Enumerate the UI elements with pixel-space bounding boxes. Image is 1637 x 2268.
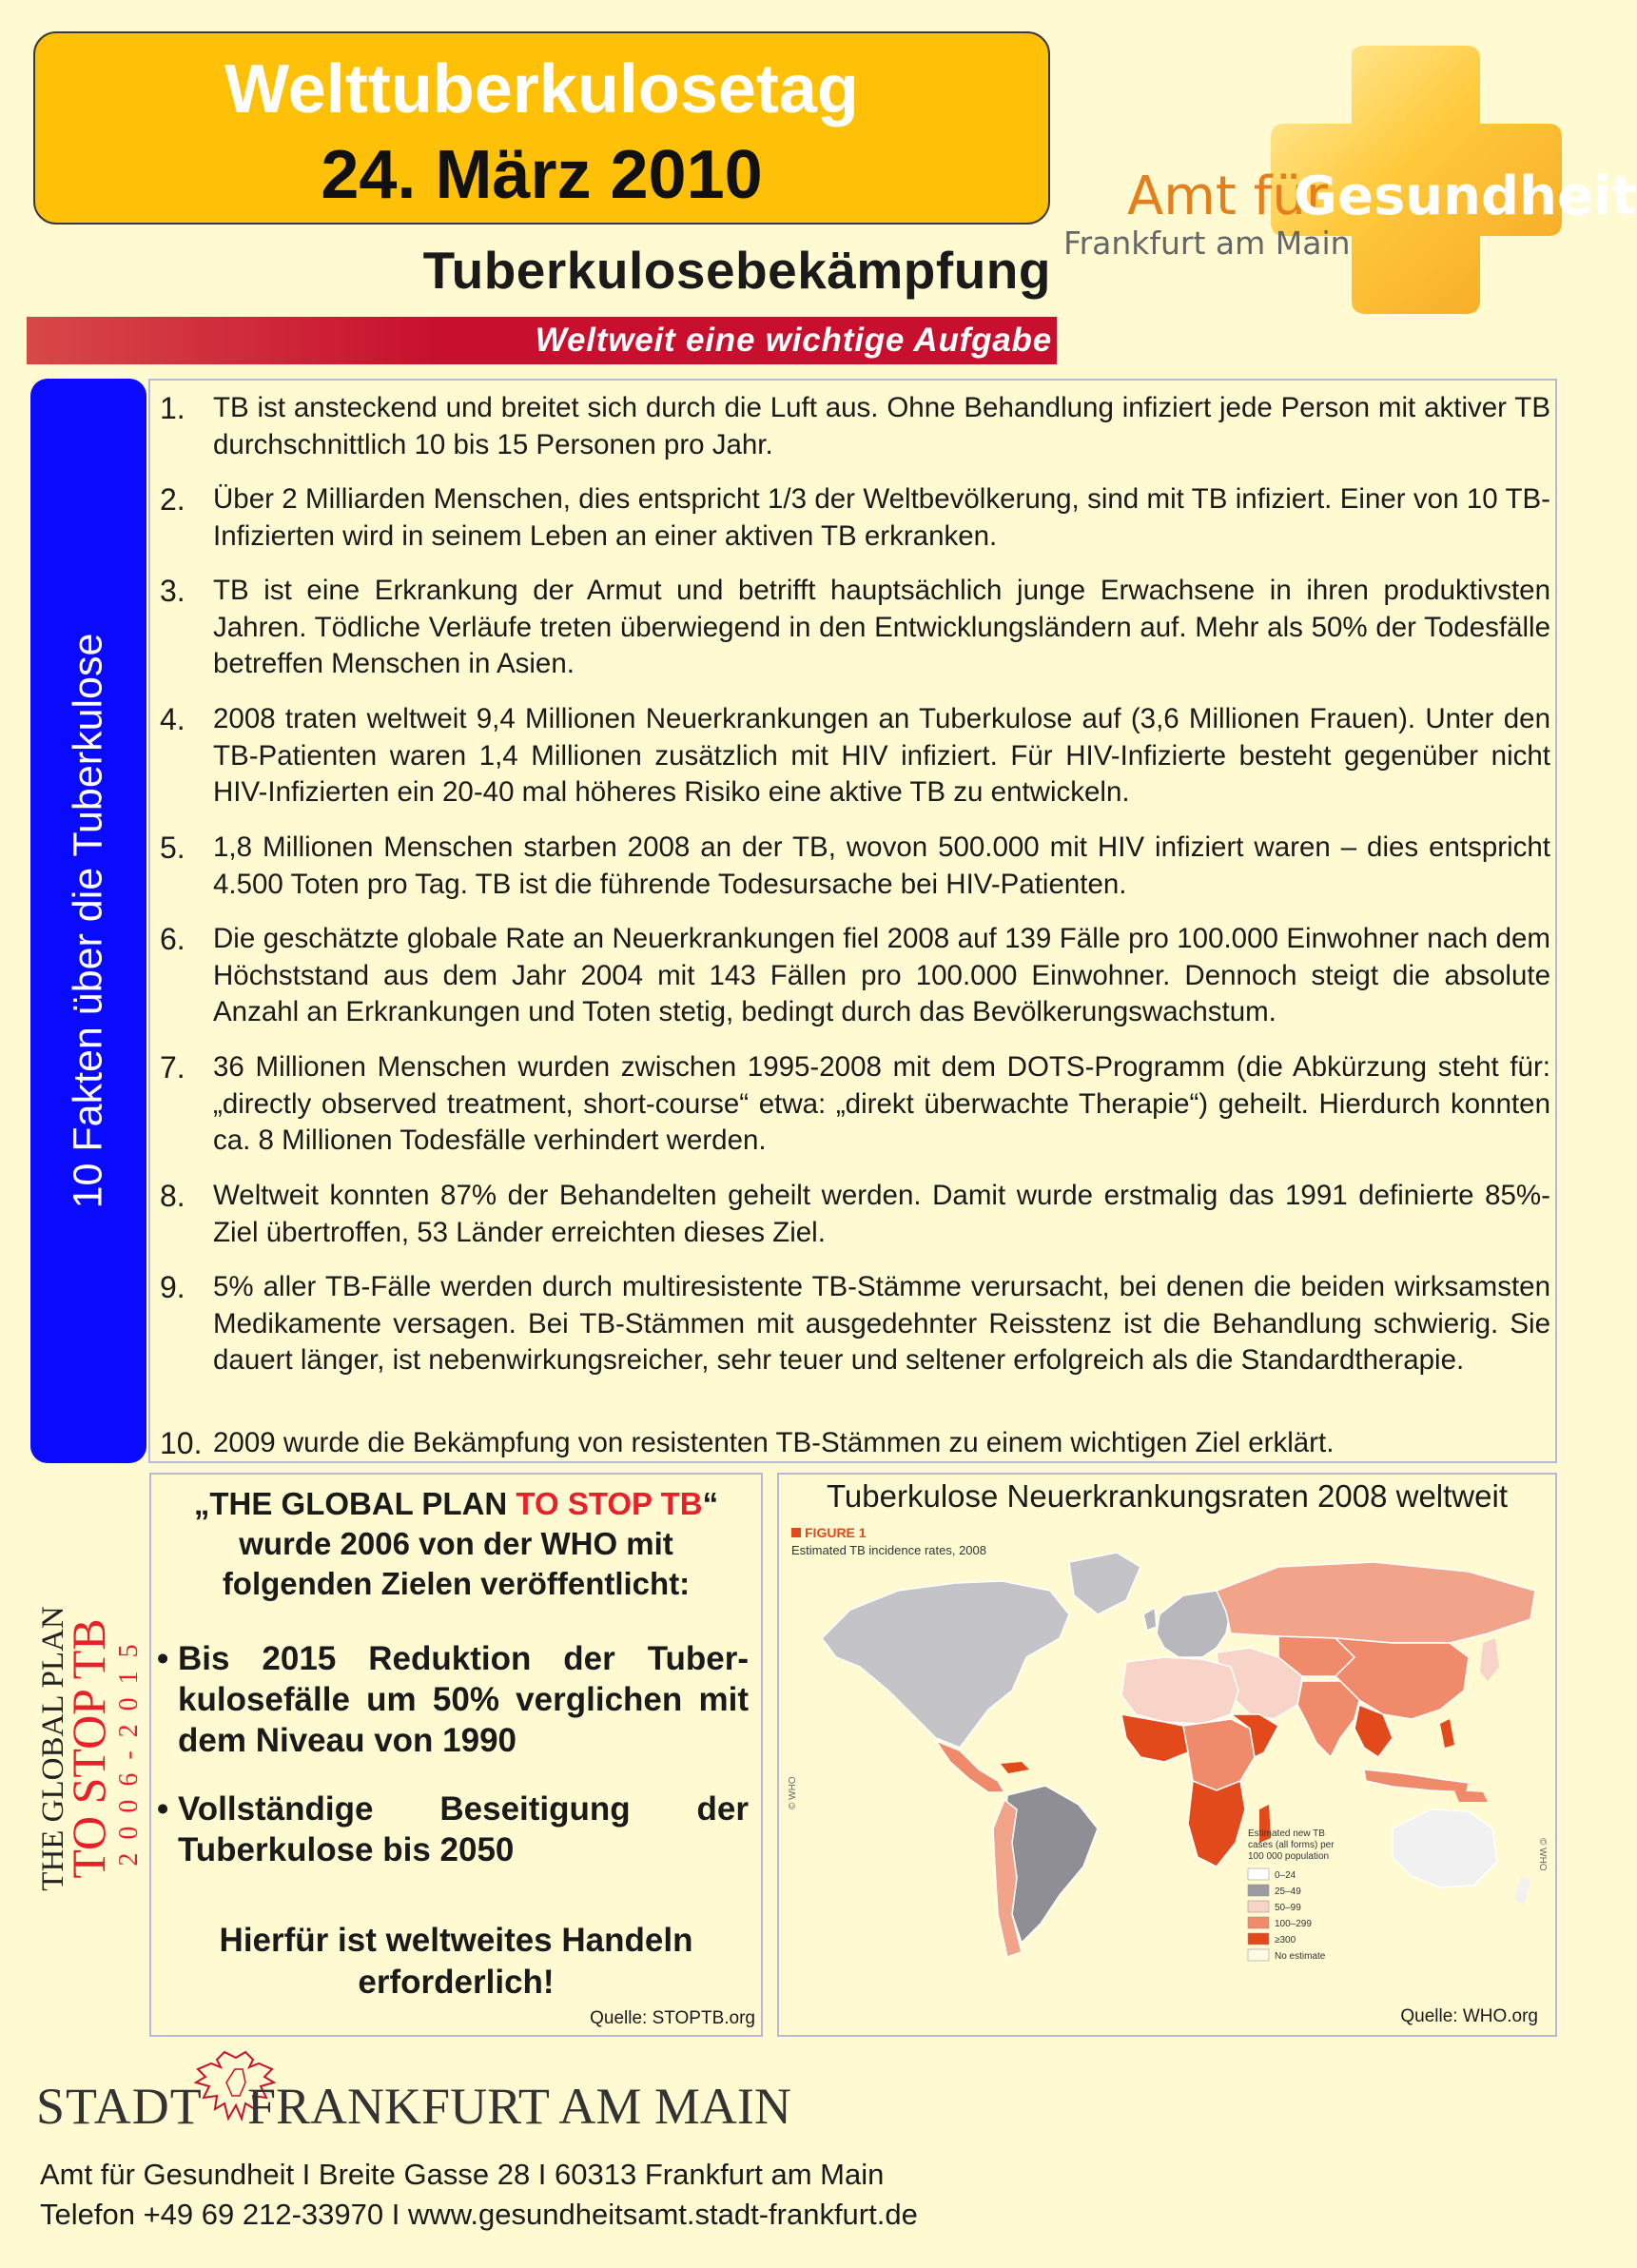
figure-caption: Estimated TB incidence rates, 2008 xyxy=(791,1543,986,1557)
plan-heading-line2: wurde 2006 von der WHO mit xyxy=(239,1526,673,1561)
fact-item xyxy=(160,481,1550,555)
map-region-india xyxy=(1297,1681,1359,1757)
map-region-philippines xyxy=(1440,1719,1454,1748)
legend-swatch xyxy=(1248,1885,1269,1896)
logo-text-amt: Amt für xyxy=(1127,166,1328,227)
plan-heading-line3: folgenden Zielen veröffentlicht: xyxy=(222,1566,691,1601)
fact-number: 8. xyxy=(160,1179,185,1213)
global-plan-logo-line2: TO STOP TB xyxy=(62,1618,115,1879)
map-region-north-africa xyxy=(1121,1657,1238,1724)
figure-marker xyxy=(791,1528,801,1537)
plan-heading xyxy=(151,1484,761,1604)
map-region-north-america xyxy=(822,1581,1069,1748)
legend-label: 100–299 xyxy=(1275,1919,1312,1929)
legend-swatch xyxy=(1248,1868,1269,1880)
legend-title-3: 100 000 population xyxy=(1248,1851,1330,1862)
figure-label: FIGURE 1 xyxy=(805,1525,867,1540)
footer-contact: Telefon +49 69 212-33970 I www.gesundheitsamt.stadt-frankfurt.de xyxy=(40,2198,918,2231)
facts-list xyxy=(148,379,1557,1463)
plan-call-line1: Hierfür ist weltweites Handeln xyxy=(219,1922,693,1959)
fact-text: 2009 wurde die Bekämpfung von resistenten TB-Stämmen zu einem wichtigen Ziel erklärt. xyxy=(213,1427,1335,1458)
fact-item xyxy=(160,1269,1550,1379)
logo-text-city: Frankfurt am Main xyxy=(1063,225,1351,262)
plan-heading-part1: „THE GLOBAL PLAN xyxy=(193,1486,516,1521)
map-region-australia xyxy=(1393,1809,1497,1887)
map-region-new-zealand xyxy=(1514,1876,1530,1905)
title-banner xyxy=(33,31,1050,225)
map-title: Tuberkulose Neuerkrankungsraten 2008 weltweit xyxy=(826,1478,1508,1514)
map-credit: © WHO xyxy=(788,1776,798,1809)
fact-number: 4. xyxy=(160,702,185,736)
legend-label: No estimate xyxy=(1275,1951,1326,1962)
frankfurt-word: FRANKFURT AM MAIN xyxy=(247,2078,791,2135)
legend-label: 50–99 xyxy=(1275,1903,1301,1913)
fact-number: 6. xyxy=(160,922,185,956)
fact-number: 5. xyxy=(160,831,185,865)
stadt-word: STADT xyxy=(36,2078,203,2135)
map-region-greenland xyxy=(1069,1553,1140,1614)
plan-goal-text: Vollständige Beseitigung der Tuberkulose bis 2050 xyxy=(178,1790,749,1868)
title-date: 24. März 2010 xyxy=(321,137,763,213)
map-region-europe xyxy=(1157,1591,1231,1657)
fact-text: 5% aller TB-Fälle werden durch multiresistente TB-Stämme verursacht, bei denen die beiden wirksamsten Medikamente versagen. Bei TB-Stämmen mit ausgedehnter Reisstenz ist die Behandlung schwierig. Sie dauert länger, ist nebenwirkungsreicher, sehr teuer und seltener erfolgreich als die Standardtherapie. xyxy=(213,1271,1550,1376)
world-map xyxy=(784,1524,1550,2000)
fact-number: 2. xyxy=(160,482,185,517)
fact-item xyxy=(160,390,1550,463)
plan-source: Quelle: STOPTB.org xyxy=(590,2008,755,2028)
map-credit-right: © WHO xyxy=(1537,1838,1548,1871)
global-plan-box xyxy=(149,1473,763,2037)
map-region-central-africa xyxy=(1183,1719,1255,1790)
map-region-southern-africa xyxy=(1188,1781,1245,1867)
bullet-icon: • xyxy=(157,1790,169,1828)
plan-heading-part3: “ xyxy=(702,1486,719,1521)
fact-item xyxy=(160,573,1550,683)
map-region-new-guinea xyxy=(1454,1790,1488,1802)
fact-item xyxy=(160,921,1550,1031)
legend-swatch xyxy=(1248,1933,1269,1945)
map-source: Quelle: WHO.org xyxy=(1400,2006,1538,2026)
map-region-uk xyxy=(1143,1608,1157,1631)
plan-call-to-action xyxy=(151,1920,761,2004)
plan-goal-1 xyxy=(157,1638,749,1761)
map-legend xyxy=(1248,1828,1335,1962)
fact-text: Weltweit konnten 87% der Behandelten geheilt werden. Damit wurde erstmalig das 1991 definierte 85%-Ziel übertroffen, 53 Länder erreichten dieses Ziel. xyxy=(213,1180,1550,1248)
fact-number: 7. xyxy=(160,1050,185,1085)
title-line-1: Welttuberkulosetag xyxy=(224,51,859,127)
fact-item xyxy=(160,1049,1550,1160)
fact-text: 2008 traten weltweit 9,4 Millionen Neuerkrankungen an Tuberkulose auf (3,6 Millionen Frauen). Unter den TB-Patienten waren 1,4 Millionen zusätzlich mit HIV infiziert. Für HIV-Infizierte besteht gegenüber nicht HIV-Infizierten ein 20-40 mal höheres Risiko eine aktive TB zu entwickeln. xyxy=(213,703,1550,808)
fact-item xyxy=(160,830,1550,903)
fact-item xyxy=(160,1425,1550,1462)
legend-swatch xyxy=(1248,1901,1269,1912)
tagline: Weltweit eine wichtige Aufgabe xyxy=(535,322,1052,359)
fact-number: 10. xyxy=(160,1426,203,1460)
global-plan-logo-line1: THE GLOBAL PLAN xyxy=(36,1606,70,1891)
footer-address: Amt für Gesundheit I Breite Gasse 28 I 60313 Frankfurt am Main xyxy=(40,2158,885,2191)
fact-text: 36 Millionen Menschen wurden zwischen 1995-2008 mit dem DOTS-Programm (die Abkürzung steht für: „directly observed treatment, short-course“ etwa: „direkt überwachte Therapie“) geheilt. Hierdurch konnten ca. 8 Millionen Todesfälle verhindert werden. xyxy=(213,1051,1550,1156)
fact-text: TB ist eine Erkrankung der Armut und betrifft hauptsächlich junge Erwachsene in ihren produktivsten Jahren. Tödliche Verläufe treten überwiegend in den Entwicklungsländern auf. Mehr als 50% der Todesfälle betreffen Menschen in Asien. xyxy=(213,575,1550,679)
fact-text: Über 2 Milliarden Menschen, dies entspricht 1/3 der Weltbevölkerung, sind mit TB infiziert. Einer von 10 TB-Infizierten wird in seinem Leben an einer aktiven TB erkranken. xyxy=(213,483,1550,552)
fact-item xyxy=(160,701,1550,811)
map-region-russia xyxy=(1217,1562,1535,1643)
bullet-icon: • xyxy=(157,1640,169,1677)
side-tab-label: 10 Fakten über die Tuberkulose xyxy=(65,633,111,1209)
logo-text-gesundheit: Gesundheit xyxy=(1294,166,1637,227)
global-plan-logo-line3: 2006-2015 xyxy=(114,1631,144,1867)
legend-title-2: cases (all forms) per xyxy=(1248,1840,1335,1850)
legend-label: 25–49 xyxy=(1275,1887,1301,1897)
map-region-caribbean xyxy=(1001,1762,1029,1773)
facts-side-tab xyxy=(30,379,146,1463)
fact-text: TB ist ansteckend und breitet sich durch die Luft aus. Ohne Behandlung infiziert jede Person mit aktiver TB durchschnittlich 10 bis 15 Personen pro Jahr. xyxy=(213,392,1550,460)
fact-number: 1. xyxy=(160,391,185,425)
plan-goal-2 xyxy=(157,1789,749,1870)
fact-number: 3. xyxy=(160,574,185,608)
map-region-south-america-east xyxy=(1004,1786,1098,1943)
fact-item xyxy=(160,1178,1550,1251)
legend-label: 0–24 xyxy=(1275,1870,1296,1881)
fact-number: 9. xyxy=(160,1270,185,1304)
legend-label: ≥300 xyxy=(1275,1935,1296,1945)
legend-swatch xyxy=(1248,1917,1269,1928)
tagline-bar xyxy=(27,317,1057,364)
map-region-indonesia xyxy=(1364,1769,1469,1792)
incidence-map-box xyxy=(777,1473,1557,2037)
global-plan-logo-icon xyxy=(30,1568,145,1929)
plan-call-line2: erforderlich! xyxy=(358,1964,555,2001)
legend-title-1: Estimated new TB xyxy=(1248,1828,1325,1839)
city-frankfurt-wordmark xyxy=(36,2045,791,2150)
fact-text: 1,8 Millionen Menschen starben 2008 an der TB, wovon 500.000 mit HIV infiziert waren – dies entspricht 4.500 Toten pro Tag. TB ist die führende Todesursache bei HIV-Patienten. xyxy=(213,831,1550,900)
plan-heading-highlight: TO STOP TB xyxy=(516,1486,703,1521)
map-region-japan xyxy=(1480,1638,1499,1681)
subtitle: Tuberkulosebekämpfung xyxy=(422,241,1051,300)
map-region-central-america xyxy=(936,1741,1004,1792)
legend-swatch xyxy=(1248,1949,1269,1961)
plan-goal-text: Bis 2015 Reduktion der Tuber-kulosefälle um 50% verglichen mit dem Niveau von 1990 xyxy=(178,1640,749,1759)
fact-text: Die geschätzte globale Rate an Neuerkrankungen fiel 2008 auf 139 Fälle pro 100.000 Einwohner nach dem Höchststand aus dem Jahr 2004 mit 143 Fällen pro 100.000 Einwohner. Dennoch steigt die absolute Anzahl an Erkrankungen und Toten stetig, bedingt durch das Bevölkerungswachstum. xyxy=(213,923,1550,1027)
